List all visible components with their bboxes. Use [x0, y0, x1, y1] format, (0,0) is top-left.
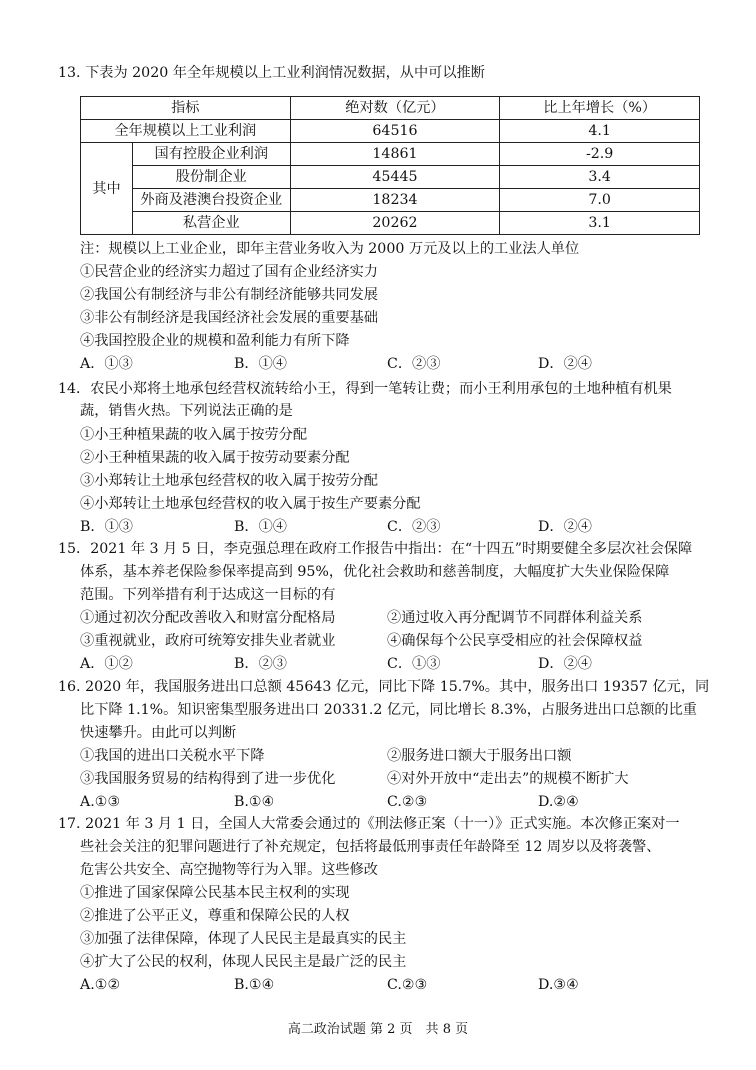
q15-item-3: ③重视就业，政府可统筹安排失业者就业 — [80, 633, 336, 649]
table-row — [81, 120, 700, 143]
q16-item-2: ②服务进口额大于服务出口额 — [387, 748, 572, 764]
q13-note: 注：规模以上工业企业，即年主营业务收入为 2000 万元及以上的工业法人单位 — [80, 241, 580, 257]
q14-option-c: C．②③ — [387, 519, 441, 535]
q13-item-4: ④我国控股企业的规模和盈利能力有所下降 — [80, 333, 350, 349]
table-header-growth: 比上年增长（%） — [500, 97, 700, 120]
q14-item-2: ②小王种植果蔬的收入属于按劳动要素分配 — [80, 450, 350, 466]
table-cell-label: 股份制企业 — [132, 166, 290, 189]
profit-table — [80, 96, 700, 235]
q15-item-2: ②通过收入再分配调节不同群体利益关系 — [387, 610, 643, 626]
q16-stem-line-3: 快速攀升。由此可以判断 — [80, 725, 237, 741]
q17-item-4: ④扩大了公民的权利，体现人民民主是最广泛的民主 — [80, 954, 407, 970]
table-header-indicator: 指标 — [81, 97, 291, 120]
q17-item-2: ②推进了公平正义，尊重和保障公民的人权 — [80, 908, 350, 924]
q15-option-c: C．①③ — [387, 656, 441, 672]
q15-item-1: ①通过初次分配改善收入和财富分配格局 — [80, 610, 336, 626]
q13-item-1: ①民营企业的经济实力超过了国有企业经济实力 — [80, 264, 378, 280]
q15-option-a: A．①② — [80, 656, 133, 672]
table-group-label: 其中 — [81, 143, 133, 235]
q15-option-d: D．②④ — [538, 656, 592, 672]
table-cell-growth: 3.4 — [500, 166, 700, 189]
q17-item-1: ①推进了国家保障公民基本民主权利的实现 — [80, 885, 350, 901]
q17-option-b: B.①④ — [234, 977, 275, 993]
q15-option-b: B．②③ — [234, 656, 287, 672]
q17-option-d: D.③④ — [538, 977, 579, 993]
q16-stem-line-2: 比下降 1.1%。知识密集型服务进出口 20331.2 亿元，同比增长 8.3%，占服务进出口总额的比重 — [80, 702, 697, 718]
table-cell-value: 45445 — [290, 166, 500, 189]
q14-item-1: ①小王种植果蔬的收入属于按劳分配 — [80, 427, 308, 443]
table-cell-growth: 4.1 — [500, 120, 700, 143]
q15-item-4: ④确保每个公民享受相应的社会保障权益 — [387, 633, 643, 649]
q15-stem-line-1: 15．2021 年 3 月 5 日，李克强总理在政府工作报告中指出：在“十四五”时期要健全多层次社会保障 — [58, 541, 693, 557]
q16-item-4: ④对外开放中“走出去”的规模不断扩大 — [387, 771, 629, 787]
q13-item-2: ②我国公有制经济与非公有制经济能够共同发展 — [80, 287, 378, 303]
page-footer: 高二政治试题 第 2 页 共 8 页 — [287, 1022, 469, 1037]
q16-option-a: A.①③ — [80, 794, 121, 810]
q14-stem-line-1: 14．农民小郑将土地承包经营权流转给小王，得到一笔转让费；而小王利用承包的土地种植有机果 — [58, 381, 672, 397]
table-cell-value: 64516 — [290, 120, 500, 143]
q16-item-3: ③我国服务贸易的结构得到了进一步优化 — [80, 771, 336, 787]
q14-stem-line-2: 蔬，销售火热。下列说法正确的是 — [80, 403, 293, 419]
q14-item-4: ④小郑转让土地承包经营权的收入属于按生产要素分配 — [80, 496, 421, 512]
q16-item-1: ①我国的进出口关税水平下降 — [80, 748, 265, 764]
q16-option-c: C.②③ — [387, 794, 428, 810]
table-cell-value: 14861 — [290, 143, 500, 166]
q14-option-b: B．①④ — [234, 519, 287, 535]
q14-option-d: D．②④ — [538, 519, 592, 535]
table-cell-label: 私营企业 — [132, 212, 290, 235]
q16-option-d: D.②④ — [538, 794, 579, 810]
table-row — [81, 189, 700, 212]
q14-option-a: B．①③ — [80, 519, 133, 535]
table-row — [81, 143, 700, 166]
table-cell-value: 20262 — [290, 212, 500, 235]
q17-stem-line-3: 危害公共安全、高空抛物等行为入罪。这些修改 — [80, 862, 378, 878]
q16-stem-line-1: 16. 2020 年，我国服务进出口总额 45643 亿元，同比下降 15.7%。其中，服务出口 19357 亿元，同 — [58, 679, 710, 695]
table-cell-value: 18234 — [290, 189, 500, 212]
table-cell-growth: -2.9 — [500, 143, 700, 166]
q17-option-a: A.①② — [80, 977, 121, 993]
q13-option-d: D．②④ — [538, 356, 592, 372]
q16-option-b: B.①④ — [234, 794, 275, 810]
table-cell-label: 全年规模以上工业利润 — [81, 120, 291, 143]
table-cell-label: 外商及港澳台投资企业 — [132, 189, 290, 212]
q13-option-c: C．②③ — [387, 356, 441, 372]
q17-option-c: C.②③ — [387, 977, 428, 993]
q17-item-3: ③加强了法律保障，体现了人民民主是最真实的民主 — [80, 931, 407, 947]
table-row — [81, 166, 700, 189]
table-cell-label: 国有控股企业利润 — [132, 143, 290, 166]
q15-stem-line-3: 范围。下列举措有利于达成这一目标的有 — [80, 587, 336, 603]
q13-option-b: B．①④ — [234, 356, 287, 372]
table-header-value: 绝对数（亿元） — [290, 97, 500, 120]
q17-stem-line-2: 些社会关注的犯罪问题进行了补充规定，包括将最低刑事责任年龄降至 12 周岁以及将袭警、 — [80, 839, 661, 855]
q13-item-3: ③非公有制经济是我国经济社会发展的重要基础 — [80, 310, 378, 326]
q14-item-3: ③小郑转让土地承包经营权的收入属于按劳分配 — [80, 473, 378, 489]
q15-stem-line-2: 体系，基本养老保险参保率提高到 95%，优化社会救助和慈善制度，大幅度扩大失业保险保障 — [80, 564, 670, 580]
table-cell-growth: 3.1 — [500, 212, 700, 235]
q17-stem-line-1: 17. 2021 年 3 月 1 日，全国人大常委会通过的《刑法修正案（十一）》正式实施。本次修正案对一 — [58, 816, 680, 832]
q13-stem: 13. 下表为 2020 年全年规模以上工业利润情况数据，从中可以推断 — [58, 65, 485, 81]
q13-option-a: A．①③ — [80, 356, 133, 372]
table-header-row — [81, 97, 700, 120]
table-cell-growth: 7.0 — [500, 189, 700, 212]
table-row — [81, 212, 700, 235]
